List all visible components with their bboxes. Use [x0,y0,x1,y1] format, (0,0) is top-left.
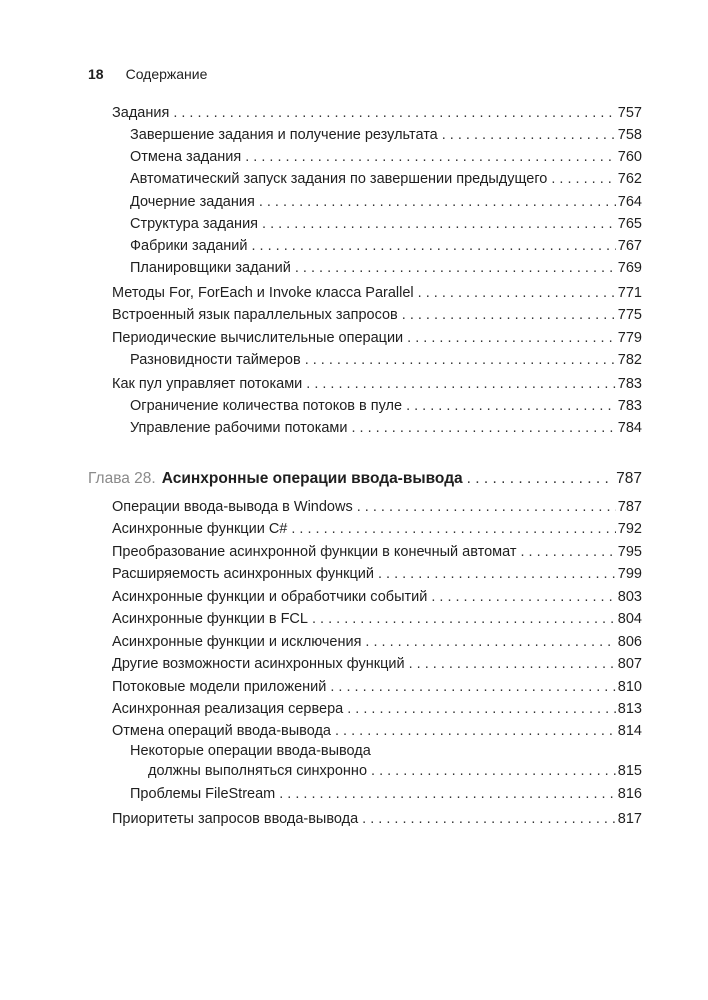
toc-entry[interactable] [130,192,642,212]
toc-entry[interactable] [130,214,642,234]
toc-entry-page: 758 [617,127,642,143]
toc-entry-page: 816 [617,786,642,802]
toc-entry-title: Приоритеты запросов ввода-вывода [112,811,359,827]
toc-entry[interactable] [112,654,642,674]
toc-leader-dots [378,564,616,584]
toc-entry-page: 804 [617,611,642,627]
toc-leader-dots [362,809,616,829]
toc-entry-page: 782 [617,352,642,368]
toc-entry-page: 757 [617,105,642,121]
toc-entry-title: Фабрики заданий [130,238,248,254]
toc-entry-page: 783 [617,398,642,414]
toc-leader-dots [402,305,616,325]
toc-entry-page: 767 [617,238,642,254]
toc-leader-dots [262,214,616,234]
toc-entry[interactable] [112,677,642,697]
toc-entry[interactable] [112,721,642,741]
toc-entry-title: Отмена операций ввода-вывода [112,723,331,739]
toc-entry-page: 806 [617,634,642,650]
toc-entry[interactable] [112,305,642,325]
toc-entry-page: 803 [617,589,642,605]
toc-entry-title: Асинхронные функции C# [112,521,288,537]
toc-entry-title: Планировщики заданий [130,260,291,276]
toc-leader-dots [407,328,616,348]
toc-entry[interactable] [130,396,642,416]
toc-entry-title: Проблемы FileStream [130,786,276,802]
toc-entry-title: Управление рабочими потоками [130,420,348,436]
toc-entry-title-line1: Некоторые операции ввода-вывода [130,743,371,759]
toc-entry-title: Асинхронные функции и исключения [112,634,362,650]
toc-leader-dots [259,192,616,212]
toc-entry-page: 810 [617,679,642,695]
toc-leader-dots [551,169,615,189]
toc-leader-dots [173,103,615,123]
toc-entry-title: Периодические вычислительные операции [112,330,404,346]
toc-entry[interactable] [112,103,642,123]
toc-entry-page: 775 [617,307,642,323]
toc-entry[interactable] [130,169,642,189]
toc-entry-title: Структура задания [130,216,259,232]
toc-entry-title: Асинхронные функции в FCL [112,611,308,627]
toc-entry[interactable] [112,609,642,629]
toc-leader-dots [467,469,614,489]
toc-entry[interactable] [112,632,642,652]
toc-entry-page: 787 [616,470,642,487]
toc-leader-dots [245,147,616,167]
toc-leader-dots [306,374,616,394]
toc-entry[interactable] [112,699,642,719]
running-title: Содержание [125,66,208,82]
toc-entry-title: Асинхронная реализация сервера [112,701,344,717]
toc-leader-dots [347,699,616,719]
toc-entry-page: 765 [617,216,642,232]
toc-entry-page: 815 [617,763,642,779]
toc-leader-dots [295,258,616,278]
toc-entry[interactable] [112,283,642,303]
toc-entry-page: 799 [617,566,642,582]
toc-entry-page: 769 [617,260,642,276]
toc-entry[interactable] [112,542,642,562]
toc-entry-title: Преобразование асинхронной функции в конечный автомат [112,544,517,560]
toc-entry[interactable] [112,564,642,584]
page-number: 18 [88,66,104,82]
toc-leader-dots [352,418,616,438]
toc-leader-dots [409,654,616,674]
toc-entry-title: Как пул управляет потоками [112,376,303,392]
toc-entry-page: 795 [617,544,642,560]
toc-entry[interactable] [130,784,642,804]
toc-leader-dots [431,587,615,607]
toc-entry-page: 813 [617,701,642,717]
toc-leader-dots [330,677,615,697]
toc-leader-dots [371,761,616,781]
toc-entry[interactable] [130,236,642,256]
toc-entry-title: Дочерние задания [130,194,255,210]
toc-leader-dots [406,396,616,416]
toc-entry-title: Потоковые модели приложений [112,679,327,695]
toc-leader-dots [365,632,615,652]
toc-entry-title: Задания [112,105,170,121]
toc-entry[interactable] [112,328,642,348]
chapter-title: Асинхронные операции ввода-вывода [161,470,463,487]
toc-entry-title: должны выполняться синхронно [148,763,368,779]
toc-leader-dots [312,609,616,629]
toc-leader-dots [251,236,615,256]
toc-entry-title: Асинхронные функции и обработчики событий [112,589,428,605]
toc-entry-title: Разновидности таймеров [130,352,301,368]
toc-entry-page: 783 [617,376,642,392]
toc-entry-page: 787 [617,499,642,515]
toc-leader-dots [357,497,616,517]
toc-entry-page: 762 [617,171,642,187]
toc-entry-page: 784 [617,420,642,436]
toc-leader-dots [291,519,615,539]
toc-entry-page: 771 [617,285,642,301]
toc-entry-title: Автоматический запуск задания по завершении предыдущего [130,171,548,187]
toc-entry-title: Расширяемость асинхронных функций [112,566,374,582]
toc-entry[interactable] [130,125,642,145]
toc-entry-page: 814 [617,723,642,739]
toc-leader-dots [442,125,616,145]
toc-leader-dots [418,283,616,303]
toc-entry-title: Операции ввода-вывода в Windows [112,499,353,515]
toc-leader-dots [521,542,616,562]
toc-entry[interactable] [130,147,642,167]
toc-entry-page: 817 [617,811,642,827]
toc-entry[interactable] [130,418,642,438]
toc-entry-page: 779 [617,330,642,346]
toc-entry[interactable] [112,519,642,539]
toc-entry[interactable] [112,374,642,394]
toc-entry[interactable] [112,587,642,607]
toc-entry-title: Ограничение количества потоков в пуле [130,398,403,414]
toc-leader-dots [335,721,616,741]
toc-entry[interactable] [112,497,642,517]
toc-entry[interactable] [130,258,642,278]
toc-entry[interactable] [148,761,642,781]
chapter-label: Глава 28. [88,470,156,487]
toc-entry[interactable] [112,809,642,829]
page-header [88,66,207,82]
toc-entry-page: 764 [617,194,642,210]
toc-entry-title: Отмена задания [130,149,242,165]
toc-entry-page: 807 [617,656,642,672]
toc-entry-title: Методы For, ForEach и Invoke класса Parallel [112,285,414,301]
toc-chapter-entry[interactable] [88,469,642,489]
toc-entry-page: 792 [617,521,642,537]
toc-leader-dots [305,350,616,370]
toc-entry[interactable] [130,350,642,370]
toc-entry-title: Встроенный язык параллельных запросов [112,307,398,323]
toc-entry-title: Другие возможности асинхронных функций [112,656,405,672]
toc-leader-dots [279,784,616,804]
toc-entry-page: 760 [617,149,642,165]
toc-entry-title: Завершение задания и получение результата [130,127,438,143]
